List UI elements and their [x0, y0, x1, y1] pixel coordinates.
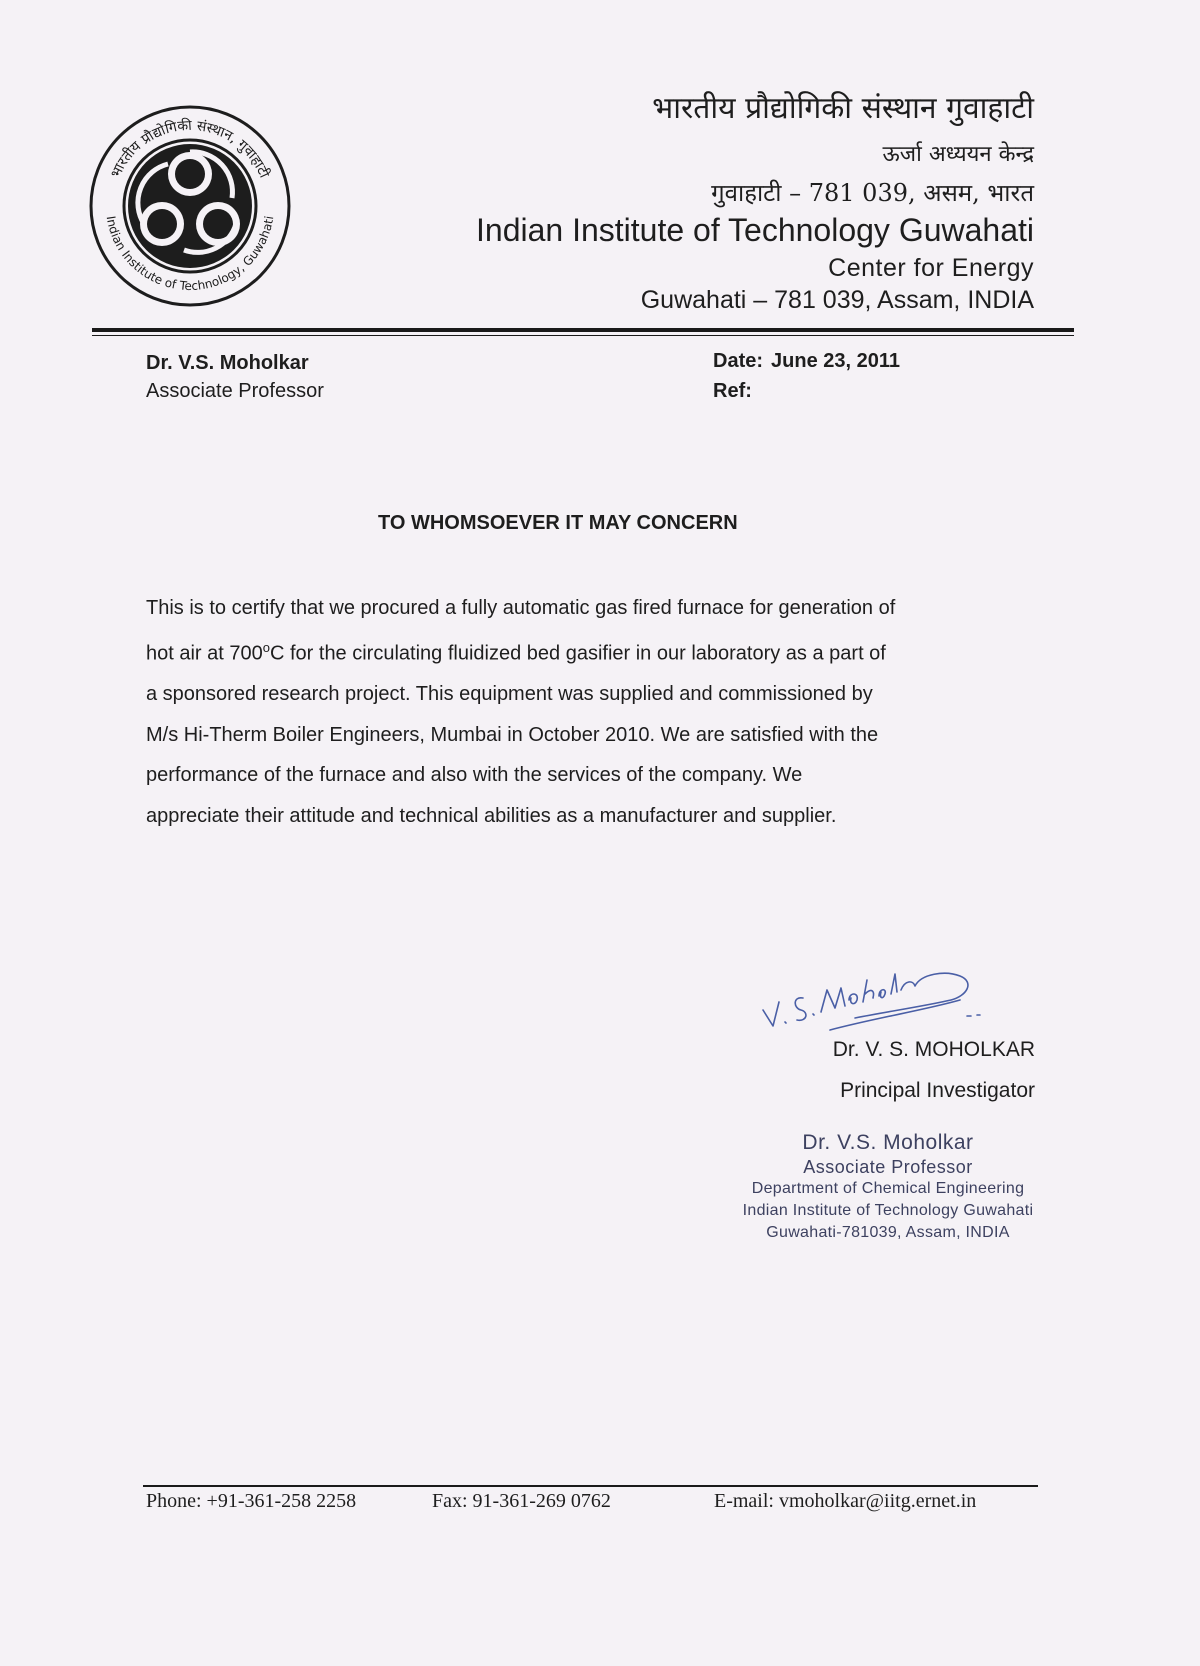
signatory-name: Dr. V. S. MOHOLKAR: [832, 1038, 1035, 1061]
emblem-ring-english: Indian Institute of Technology, Guwahati: [103, 214, 277, 294]
stamp-title: Associate Professor: [803, 1157, 973, 1177]
footer-divider: [143, 1485, 1038, 1487]
body-line-temp-suffix: C for the circulating fluidized bed gasifier in our laboratory as a part of: [269, 643, 886, 666]
sender-title: Associate Professor: [146, 380, 324, 402]
header-divider-thin: [92, 335, 1074, 336]
official-stamp: [712, 1130, 1064, 1244]
body-line: [146, 628, 1046, 674]
header-hindi-center: ऊर्जा अध्ययन केन्द्र: [882, 142, 1034, 167]
header-divider-thick: [92, 328, 1074, 332]
signatory-role: Principal Investigator: [840, 1079, 1035, 1102]
body-line: a sponsored research project. This equipment was supplied and commissioned by: [146, 683, 873, 706]
stamp-institute: Indian Institute of Technology Guwahati: [742, 1202, 1034, 1219]
emblem-ring-hindi: भारतीय प्रौद्योगिकी संस्थान, गुवाहाटी: [107, 117, 273, 181]
emblem-triskelion: [128, 144, 252, 268]
ref-label: Ref:: [713, 380, 752, 402]
handwritten-signature: [755, 930, 1005, 1040]
header-english-center: Center for Energy: [828, 254, 1034, 282]
letter-body: [146, 588, 1046, 836]
footer-fax: Fax: 91-361-269 0762: [432, 1490, 611, 1512]
header-english-name: Indian Institute of Technology Guwahati: [476, 212, 1034, 248]
date-line: [713, 350, 900, 373]
date-value: June 23, 2011: [771, 350, 900, 372]
footer-email: E-mail: vmoholkar@iitg.ernet.in: [714, 1490, 977, 1512]
body-line: This is to certify that we procured a fully automatic gas fired furnace for generation of: [146, 597, 896, 619]
stamp-address: Guwahati-781039, Assam, INDIA: [766, 1224, 1010, 1241]
stamp-name: Dr. V.S. Moholkar: [802, 1131, 974, 1154]
stamp-department: Department of Chemical Engineering: [751, 1180, 1025, 1197]
letter-subject: TO WHOMSOEVER IT MAY CONCERN: [378, 512, 738, 534]
body-line: performance of the furnace and also with the services of the company. We: [146, 764, 803, 787]
sender-name: Dr. V.S. Moholkar: [146, 352, 309, 374]
date-label: Date:: [713, 350, 764, 372]
header-hindi-address: गुवाहाटी – 781 039, असम, भारत: [711, 179, 1034, 207]
iit-guwahati-emblem-icon: [84, 100, 296, 312]
degree-symbol: o: [262, 640, 270, 656]
header-hindi-name: भारतीय प्रौद्योगिकी संस्थान गुवाहाटी: [652, 91, 1034, 126]
body-line: M/s Hi-Therm Boiler Engineers, Mumbai in October 2010. We are satisfied with the: [146, 723, 879, 746]
header-english-address: Guwahati – 781 039, Assam, INDIA: [640, 286, 1034, 314]
body-line: appreciate their attitude and technical abilities as a manufacturer and supplier.: [146, 804, 837, 827]
body-line-temp-prefix: hot air at 700: [146, 643, 263, 666]
footer-phone: Phone: +91-361-258 2258: [146, 1490, 357, 1512]
